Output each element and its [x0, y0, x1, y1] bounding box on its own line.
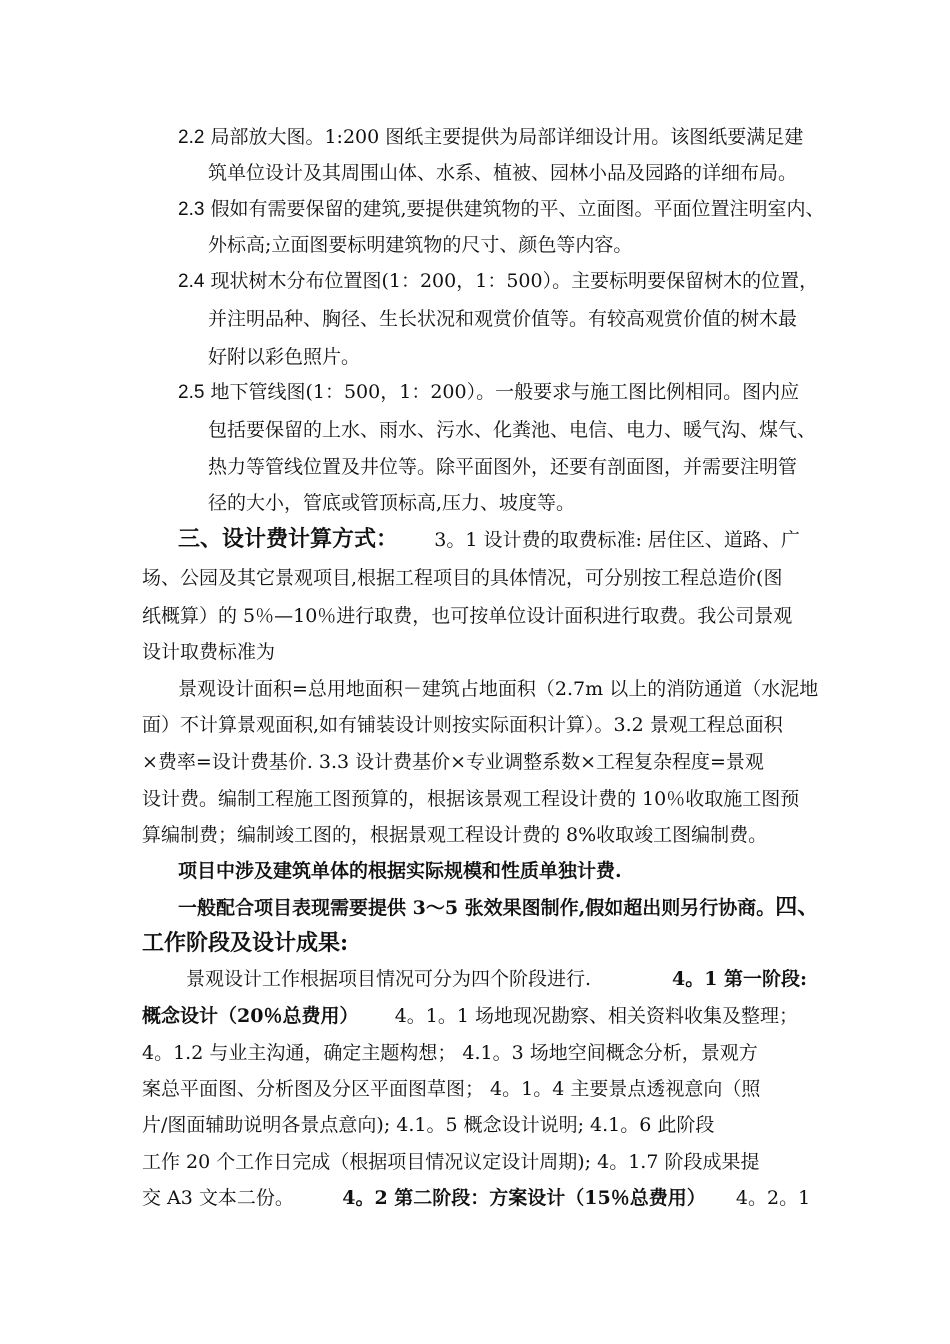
- section-3-line4: 设计取费标准为: [142, 641, 276, 663]
- section-4-line1: 景观设计工作根据项目情况可分为四个阶段进行.: [186, 968, 592, 990]
- phase-1-subtitle: 概念设计（20％总费用）: [142, 1005, 359, 1027]
- section-3-para2-line3: ×费率=设计费基价. 3.3 设计费基价×专业调整系数×工程复杂程度=景观: [142, 751, 764, 773]
- item-2-5-line4: 径的大小，管底或管顶标高,压力、坡度等。: [208, 492, 576, 514]
- section-3-para2-line5: 算编制费；编制竣工图的，根据景观工程设计费的 8%收取竣工图编制费。: [142, 824, 768, 846]
- section-4-line3: 4。1.2 与业主沟通，确定主题构想； 4.1。3 场地空间概念分析，景观方: [142, 1042, 758, 1064]
- section-4-line5: 片/图面辅助说明各景点意向); 4.1。5 概念设计说明; 4.1。6 此阶段: [142, 1114, 715, 1136]
- phase-2-title: 4。2 第二阶段：方案设计（15％总费用）: [342, 1187, 706, 1209]
- section-3-para2-line2: 面）不计算景观面积,如有铺装设计则按实际面积计算）。3.2 景观工程总面积: [142, 714, 783, 736]
- item-2-5-line3: 热力等管线位置及井位等。除平面图外，还要有剖面图，并需要注明管: [208, 456, 798, 478]
- item-2-5-line1: 2.5 地下管线图(1：500，1：200）。一般要求与施工图比例相同。图内应: [178, 381, 800, 403]
- bold-note-2: 一般配合项目表现需要提供 3～5 张效果图制作,假如超出则另行协商。四、: [178, 894, 820, 920]
- section-3-para2-line1: 景观设计面积=总用地面积－建筑占地面积（2.7m 以上的消防通道（水泥地: [178, 678, 819, 700]
- section-3-para2-line4: 设计费。编制工程施工图预算的，根据该景观工程设计费的 10％收取施工图预: [142, 788, 800, 810]
- item-2-5-line2: 包括要保留的上水、雨水、污水、化粪池、电信、电力、暖气沟、煤气、: [208, 419, 817, 441]
- section-3-line3: 纸概算）的 5％—10％进行取费，也可按单位设计面积进行取费。我公司景观: [142, 605, 793, 627]
- item-2-3-line1: 2.3 假如有需要保留的建筑,要提供建筑物的平、立面图。平面位置注明室内、: [178, 198, 825, 220]
- item-2-4-line3: 好附以彩色照片。: [208, 346, 361, 368]
- section-3-line1: 三、设计费计算方式： 3。1 设计费的取费标准: 居住区、道路、广: [178, 526, 800, 552]
- section-4-heading-part2: 工作阶段及设计成果:: [142, 930, 349, 956]
- item-2-2-line1: 2.2 局部放大图。1:200 图纸主要提供为局部详细设计用。该图纸要满足建: [178, 126, 804, 148]
- section-3-line2: 场、公园及其它景观项目,根据工程项目的具体情况，可分别按工程总造价(图: [142, 567, 783, 589]
- section-4-line2: 概念设计（20％总费用） 4。1。1 场地现况勘察、相关资料收集及整理；: [142, 1005, 799, 1027]
- section-4-line6: 工作 20 个工作日完成（根据项目情况议定设计周期); 4。1.7 阶段成果提: [142, 1151, 760, 1173]
- item-2-2-line2: 筑单位设计及其周围山体、水系、植被、园林小品及园路的详细布局。: [208, 162, 798, 184]
- section-3-heading: 三、设计费计算方式：: [178, 526, 399, 552]
- phase-1-title: 4。1 第一阶段:: [672, 968, 808, 990]
- bold-note-1: 项目中涉及建筑单体的根据实际规模和性质单独计费.: [178, 860, 622, 882]
- section-4-line7: 交 A3 文本二份。 4。2 第二阶段：方案设计（15％总费用） 4。2。1: [142, 1187, 811, 1209]
- section-4-line4: 案总平面图、分析图及分区平面图草图； 4。1。4 主要景点透视意向（照: [142, 1078, 761, 1100]
- item-2-3-line2: 外标高;立面图要标明建筑物的尺寸、颜色等内容。: [208, 234, 633, 256]
- section-4-heading-part1: 四、: [775, 894, 820, 920]
- item-2-4-line2: 并注明品种、胸径、生长状况和观赏价值等。有较高观赏价值的树木最: [208, 308, 798, 330]
- item-2-4-line1: 2.4 现状树木分布位置图(1：200，1：500）。主要标明要保留树木的位置，: [178, 270, 819, 292]
